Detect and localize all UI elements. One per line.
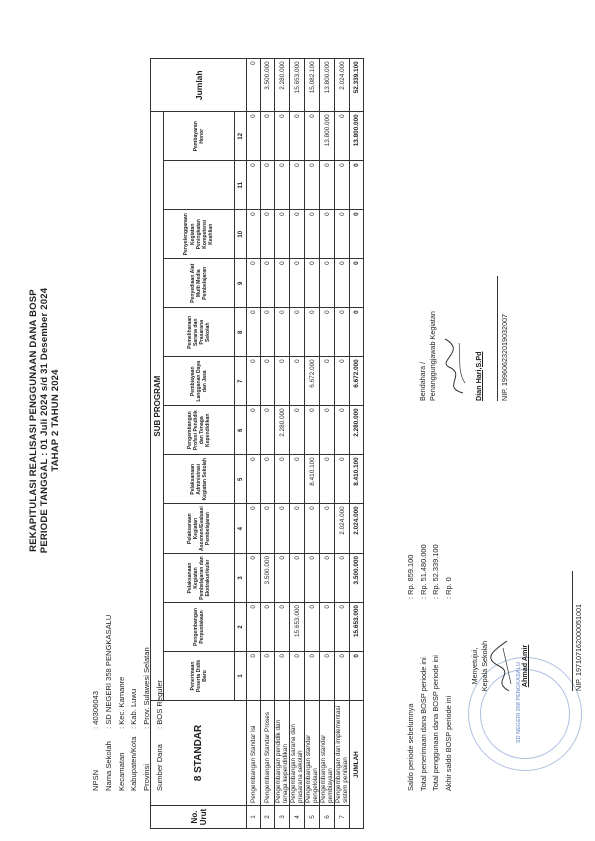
subprogram-header: Pembayaran Honor — [164, 112, 235, 161]
amount-cell: 2.024.000 — [335, 504, 350, 554]
amount-cell: 0 — [261, 210, 275, 259]
amount-cell: 0 — [290, 504, 305, 554]
amount-cell: 0 — [247, 504, 261, 554]
row-number: 2 — [261, 806, 275, 829]
amount-cell: 0 — [247, 357, 261, 406]
amount-cell: 0 — [320, 652, 335, 701]
subprogram-number: 12 — [235, 112, 247, 161]
standard-name: Pengembangan sarana dan prasarana sekolah — [290, 701, 305, 806]
summary-row — [430, 529, 443, 791]
amount-cell: 0 — [261, 603, 275, 652]
principal-signature-icon — [489, 636, 517, 696]
total-amount-cell: 6.672.000 — [350, 357, 364, 406]
subprogram-number: 5 — [235, 455, 247, 504]
amount-cell: 0 — [305, 603, 320, 652]
info-value: : SD NEGERI 358 PENGKASALU — [103, 614, 113, 729]
amount-cell: 0 — [247, 308, 261, 357]
subprogram-header: Pelaksanaan Kegiatan Asesmen/Evaluasi Pembelajaran — [164, 504, 235, 554]
amount-cell: 0 — [261, 259, 275, 308]
subprogram-header: Penyediaan Alat Multi Media Pembelajaran — [164, 259, 235, 308]
summary-label: Saldo periode sebelumnya — [406, 703, 415, 791]
subprogram-number: 10 — [235, 210, 247, 259]
total-amount-cell: 0 — [350, 652, 364, 701]
amount-cell: 0 — [290, 210, 305, 259]
amount-cell: 0 — [261, 308, 275, 357]
amount-cell: 6.672.000 — [305, 357, 320, 406]
total-amount-cell: 3.500.000 — [350, 554, 364, 603]
amount-cell: 8.410.100 — [305, 455, 320, 504]
amount-cell: 0 — [335, 357, 350, 406]
amount-cell: 0 — [261, 406, 275, 455]
total-amount-cell: 13.800.000 — [350, 112, 364, 161]
treasurer-role: Penanggungjawab Kegiatan — [427, 311, 437, 401]
col-standar-header: 8 STANDAR — [151, 701, 247, 806]
amount-cell: 0 — [261, 455, 275, 504]
info-row — [90, 615, 103, 791]
amount-cell: 0 — [305, 652, 320, 701]
amount-cell: 0 — [320, 455, 335, 504]
amount-cell: 0 — [335, 406, 350, 455]
info-label: Sumber Dana — [154, 744, 164, 791]
summary-value: : Rp. 0 — [443, 577, 453, 599]
treasurer-signature-icon — [437, 331, 471, 401]
table-body — [247, 59, 364, 829]
table-row — [290, 59, 305, 829]
amount-cell: 0 — [247, 554, 261, 603]
row-number: 3 — [275, 806, 290, 829]
row-number: 4 — [290, 806, 305, 829]
amount-cell: 0 — [247, 603, 261, 652]
report-stage: TAHAP 2 TAHUN 2024 — [50, 369, 61, 472]
col-no-header: No. Urut — [151, 806, 247, 829]
table-row — [320, 59, 335, 829]
row-number: 5 — [305, 806, 320, 829]
amount-cell: 0 — [290, 308, 305, 357]
amount-cell: 0 — [275, 308, 290, 357]
total-amount-cell: 0 — [350, 161, 364, 210]
standard-name: Pengembangan standar pembiayaan — [320, 701, 335, 806]
info-value: : 40306043 — [91, 690, 100, 729]
amount-cell: 0 — [335, 210, 350, 259]
amount-cell: 0 — [290, 112, 305, 161]
amount-cell: 0 — [335, 603, 350, 652]
row-total: 15.653.000 — [290, 59, 305, 112]
info-row — [128, 615, 141, 791]
subprogram-header — [164, 161, 235, 210]
amount-cell: 3.500.000 — [261, 554, 275, 603]
amount-cell: 0 — [305, 210, 320, 259]
subprogram-number: 6 — [235, 406, 247, 455]
treasurer-sign-line — [497, 276, 498, 401]
report-header — [28, 0, 61, 841]
row-total: 15.082.100 — [305, 59, 320, 112]
info-label: NPSN — [91, 769, 100, 791]
amount-cell: 0 — [290, 455, 305, 504]
table-row — [335, 59, 350, 829]
amount-cell: 0 — [335, 455, 350, 504]
amount-cell: 0 — [275, 112, 290, 161]
row-total: 2.280.000 — [275, 59, 290, 112]
amount-cell: 0 — [275, 603, 290, 652]
standard-name: Pengembangan dan implementasi sistem penilaian — [335, 701, 350, 806]
subprogram-header: Pelaksanaan Administrasi Kegiatan Sekolah — [164, 455, 235, 504]
amount-cell: 0 — [305, 406, 320, 455]
standard-name: Pengembangan pendidik dan tenaga kependidikan — [275, 701, 290, 806]
amount-cell: 0 — [320, 554, 335, 603]
amount-cell: 0 — [305, 161, 320, 210]
total-label: JUMLAH — [350, 701, 364, 829]
amount-cell: 0 — [335, 308, 350, 357]
amount-cell: 0 — [290, 161, 305, 210]
info-label: Nama Sekolah — [103, 741, 113, 791]
subprogram-number: 11 — [235, 161, 247, 210]
amount-cell: 0 — [275, 210, 290, 259]
amount-cell: 0 — [247, 652, 261, 701]
subprogram-header: Pembiayaan Langganan Daya dan Jasa — [164, 357, 235, 406]
amount-cell: 0 — [261, 357, 275, 406]
subprogram-header: Pengembangan Profesi Pendidik dan Tenaga Kependidikan — [164, 406, 235, 455]
amount-cell: 13.800.000 — [320, 112, 335, 161]
amount-cell: 0 — [290, 357, 305, 406]
standard-name: Pengembangan standar pengelolaan — [305, 701, 320, 806]
balance-summary — [405, 529, 455, 791]
amount-cell: 0 — [275, 504, 290, 554]
summary-value: : Rp. 51.480.000 — [418, 544, 428, 599]
signature-treasurer — [418, 271, 483, 401]
amount-cell: 0 — [320, 603, 335, 652]
subprogram-number: 9 — [235, 259, 247, 308]
row-number: 7 — [335, 806, 350, 829]
subprogram-header: Pelaksanaan Kegiatan Pembelajaran dan Ekstrakurikuler — [164, 554, 235, 603]
summary-value: : Rp. 859.100 — [406, 554, 415, 599]
row-total: 2.024.000 — [335, 59, 350, 112]
subprogram-header: Penerimaan Peserta Didik Baru — [164, 652, 235, 701]
total-amount-cell: 8.410.100 — [350, 455, 364, 504]
amount-cell: 0 — [290, 259, 305, 308]
subprogram-number: 7 — [235, 357, 247, 406]
info-value: : BOS Reguler — [154, 680, 164, 729]
approval-label: Menyetujui, — [470, 647, 479, 685]
amount-cell: 0 — [305, 259, 320, 308]
amount-cell: 0 — [247, 406, 261, 455]
table-row — [247, 59, 261, 829]
amount-cell: 0 — [290, 554, 305, 603]
amount-cell: 0 — [261, 504, 275, 554]
amount-cell: 0 — [320, 357, 335, 406]
info-value: : Prov. Sulawesi Selatan — [142, 647, 152, 729]
subprogram-number: 8 — [235, 308, 247, 357]
amount-cell: 15.653.000 — [290, 603, 305, 652]
amount-cell: 0 — [261, 652, 275, 701]
amount-cell: 0 — [261, 112, 275, 161]
amount-cell: 0 — [275, 554, 290, 603]
stamp-text: SD NEGERI 358 PENGKASALU — [516, 662, 522, 743]
amount-cell: 0 — [320, 504, 335, 554]
summary-label: Akhir saldo BOSP periode ini — [443, 695, 453, 791]
info-value: : Kec. Kamanre — [116, 676, 126, 729]
treasurer-name: Dian Hari,S.Pd — [473, 351, 483, 401]
amount-cell: 0 — [305, 308, 320, 357]
summary-row — [418, 529, 431, 791]
report-title: REKAPITULASI REALISASI PENGGUNAAN DANA BOSP — [28, 289, 39, 552]
amount-cell: 0 — [275, 652, 290, 701]
summary-row — [443, 529, 456, 791]
amount-cell: 0 — [247, 259, 261, 308]
subprogram-number: 2 — [235, 603, 247, 652]
amount-cell: 0 — [247, 112, 261, 161]
amount-cell: 0 — [247, 161, 261, 210]
total-amount-cell: 15.653.000 — [350, 603, 364, 652]
summary-label: Total penggunaan dana BOSP periode ini — [431, 655, 440, 791]
row-total: 13.800.000 — [320, 59, 335, 112]
treasurer-title: Bendahara / — [418, 361, 427, 401]
report-period: PERIODE TANGGAL : 01 Juli 2024 s/d 31 Desember 2024 — [39, 287, 50, 554]
amount-cell: 0 — [320, 259, 335, 308]
row-total: 3.500.000 — [261, 59, 275, 112]
treasurer-nip: NIP. 199606232019032007 — [500, 314, 509, 401]
total-amount-cell: 0 — [350, 210, 364, 259]
total-amount-cell: 2.024.000 — [350, 504, 364, 554]
principal-nip: NIP. 197107162000051001 — [574, 604, 583, 691]
standard-name: Pengembangan Standar Proses — [261, 701, 275, 806]
subprogram-header: Pemeliharaan Sarana dan Prasarana Sekolah — [164, 308, 235, 357]
principal-title: Kepala Sekolah — [479, 640, 489, 692]
amount-cell: 0 — [275, 357, 290, 406]
amount-cell: 0 — [320, 161, 335, 210]
table-row — [275, 59, 290, 829]
row-number: 1 — [247, 806, 261, 829]
row-total: 0 — [247, 59, 261, 112]
subprogram-header: Pengembangan Perpustakaan — [164, 603, 235, 652]
amount-cell: 0 — [335, 259, 350, 308]
amount-cell: 0 — [247, 455, 261, 504]
amount-cell: 0 — [305, 554, 320, 603]
signature-principal — [470, 611, 529, 721]
amount-cell: 0 — [335, 161, 350, 210]
amount-cell: 0 — [261, 161, 275, 210]
principal-sign-line — [572, 571, 573, 691]
amount-cell: 0 — [320, 308, 335, 357]
subprogram-number: 3 — [235, 554, 247, 603]
summary-value: : Rp. 52.339.100 — [431, 544, 440, 599]
info-label: Kecamatan — [116, 752, 126, 791]
total-row — [350, 59, 364, 829]
amount-cell: 0 — [305, 112, 320, 161]
col-subprogram-header: SUB PROGRAM — [151, 112, 164, 701]
grand-total: 52.339.100 — [350, 59, 364, 112]
info-row — [103, 615, 116, 791]
total-amount-cell: 2.280.000 — [350, 406, 364, 455]
amount-cell: 2.280.000 — [275, 406, 290, 455]
principal-name: Ahmad Amir — [519, 644, 529, 688]
amount-cell: 0 — [305, 504, 320, 554]
info-value: : Kab. Luwu — [129, 688, 139, 729]
summary-row — [405, 529, 418, 791]
realization-table — [150, 58, 364, 829]
amount-cell: 0 — [320, 406, 335, 455]
info-label: Kabupaten/Kota — [129, 736, 139, 791]
amount-cell: 0 — [290, 652, 305, 701]
total-amount-cell: 0 — [350, 259, 364, 308]
subprogram-number: 4 — [235, 504, 247, 554]
info-label: Provinsi — [142, 763, 152, 791]
amount-cell: 0 — [335, 652, 350, 701]
col-jumlah-header: Jumlah — [151, 59, 247, 112]
amount-cell: 0 — [320, 210, 335, 259]
subprogram-number: 1 — [235, 652, 247, 701]
row-number: 6 — [320, 806, 335, 829]
amount-cell: 0 — [275, 161, 290, 210]
standard-name: Pengembangan Standar Isi — [247, 701, 261, 806]
amount-cell: 0 — [335, 112, 350, 161]
amount-cell: 0 — [335, 554, 350, 603]
subprogram-header: Penyelenggaraan Kegiatan Peningkatan Kompetensi Keahlian — [164, 210, 235, 259]
amount-cell: 0 — [275, 259, 290, 308]
table-row — [305, 59, 320, 829]
info-row — [116, 615, 129, 791]
table-row — [261, 59, 275, 829]
amount-cell: 0 — [247, 210, 261, 259]
total-amount-cell: 0 — [350, 308, 364, 357]
amount-cell: 0 — [290, 406, 305, 455]
amount-cell: 0 — [275, 455, 290, 504]
summary-label: Total penerimaan dana BOSP periode ini — [418, 657, 428, 791]
